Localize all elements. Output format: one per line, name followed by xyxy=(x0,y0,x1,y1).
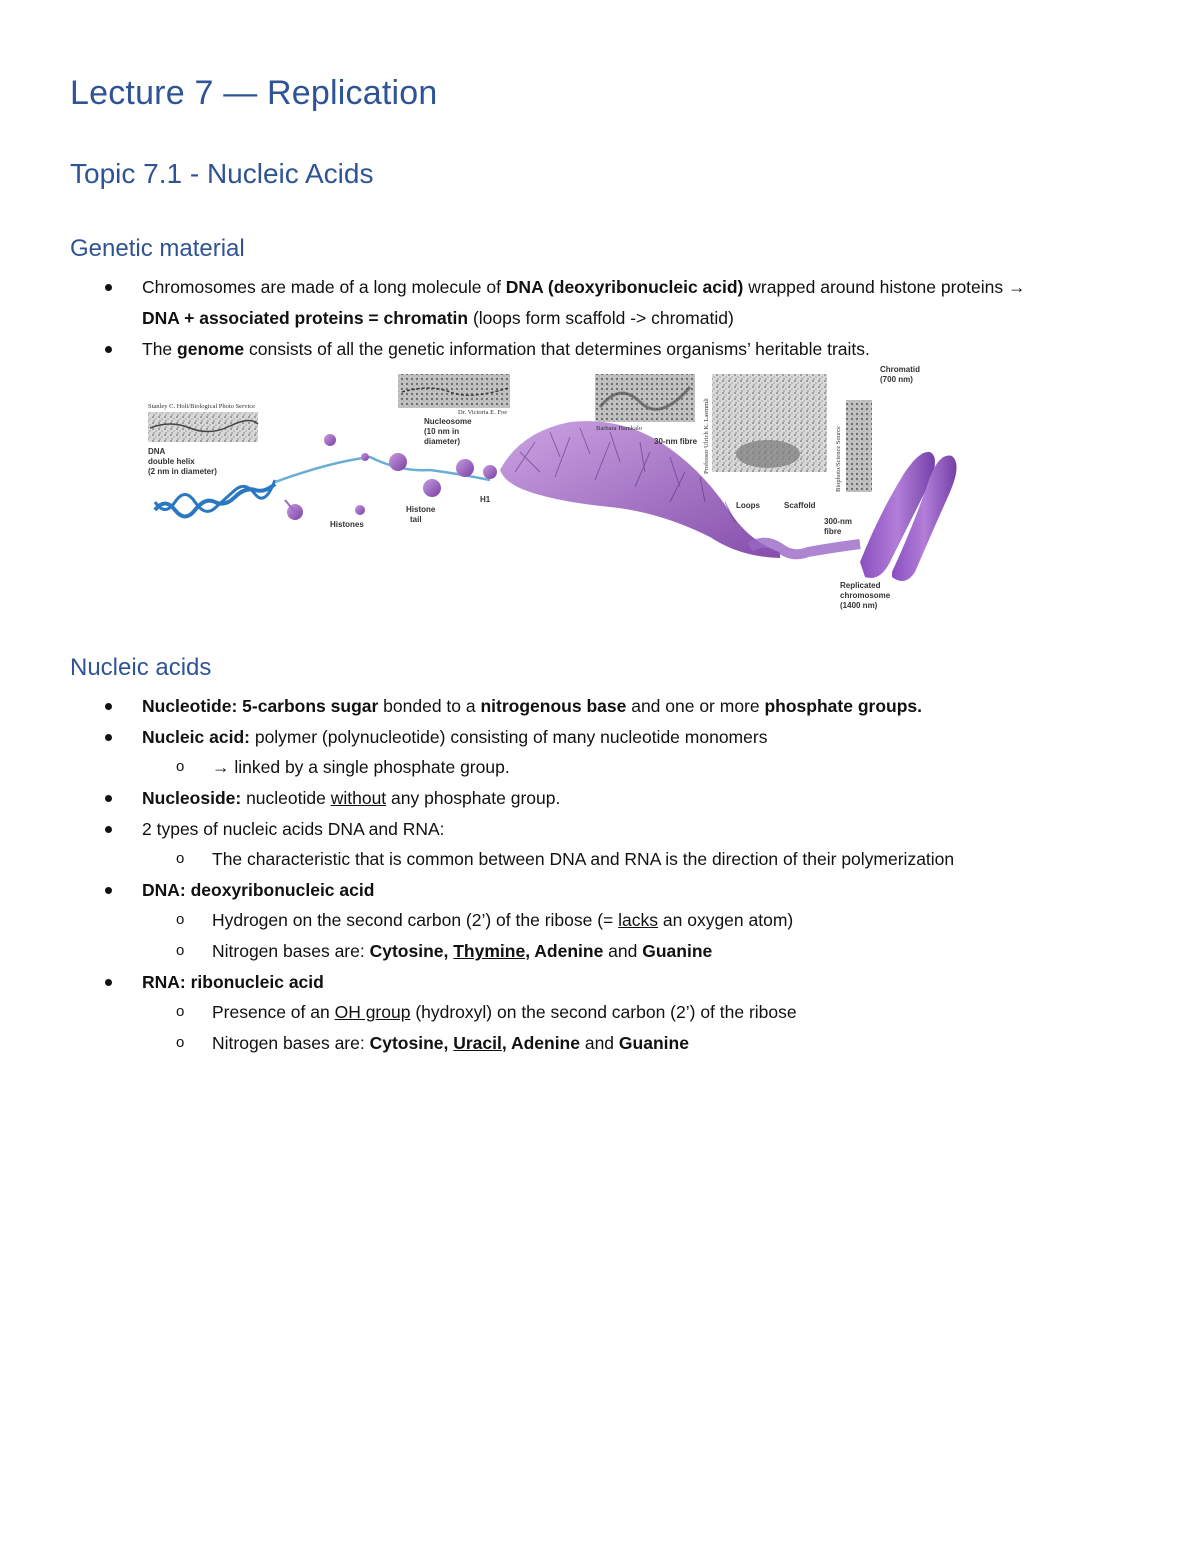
nucleosome-micrograph xyxy=(398,374,510,408)
dna-micrograph xyxy=(148,412,258,442)
section-heading-nucleic-acids: Nucleic acids xyxy=(70,654,212,681)
bullet-point xyxy=(105,734,112,741)
bullet-point xyxy=(105,887,112,894)
svg-text:tail: tail xyxy=(410,515,422,524)
bullet-point xyxy=(105,979,112,986)
topic-heading: Topic 7.1 - Nucleic Acids xyxy=(70,158,374,189)
sub-bullet-dna-bases: Nitrogen bases are: Cytosine, Thymine, Adenine and Guanine xyxy=(212,941,713,961)
label-histone-tail: Histone xyxy=(406,505,436,514)
chromatin-structure-figure xyxy=(140,362,970,617)
bullet-rna: RNA: ribonucleic acid xyxy=(142,972,324,992)
arrow-icon: → xyxy=(212,757,230,777)
sub-bullet-marker: o xyxy=(176,942,185,959)
sub-bullet-marker: o xyxy=(176,1034,185,1051)
sub-bullet-marker: o xyxy=(176,911,185,928)
label-replicated-chromosome: Replicated xyxy=(840,581,881,590)
label-nucleosome: Nucleosome xyxy=(424,417,472,426)
svg-text:(1400 nm): (1400 nm) xyxy=(840,601,878,610)
sub-bullet-marker: o xyxy=(176,850,185,867)
label-30nm-fibre: 30-nm fibre xyxy=(654,437,698,446)
label-loops: Loops xyxy=(736,501,760,510)
sub-bullet-marker: o xyxy=(176,1003,185,1020)
figure-credit-loops: Professor Ulrich K. Laemmli xyxy=(703,398,710,474)
sub-bullet-marker: o xyxy=(176,758,185,775)
bullet-genome: The genome consists of all the genetic information that determines organisms’ heritable traits. xyxy=(142,339,870,359)
bullet-dna: DNA: deoxyribonucleic acid xyxy=(142,880,375,900)
bullet-nucleotide: Nucleotide: 5-carbons sugar bonded to a nitrogenous base and one or more phosphate groups. xyxy=(142,696,922,716)
figure-credit-left: Stanley C. Holt/Biological Photo Service xyxy=(148,403,256,410)
svg-text:(10 nm in: (10 nm in xyxy=(424,427,460,436)
bullet-chromosomes-line2: DNA + associated proteins = chromatin (loops form scaffold -> chromatid) xyxy=(142,308,734,328)
bullet-chromosomes-line1: Chromosomes are made of a long molecule of DNA (deoxyribonucleic acid) wrapped around histone proteins → xyxy=(142,277,1026,297)
bullet-two-types: 2 types of nucleic acids DNA and RNA: xyxy=(142,819,445,839)
label-300nm: 300-nm xyxy=(824,517,853,526)
label-chromatid: Chromatid xyxy=(880,365,920,374)
sub-bullet-dna-hydrogen: Hydrogen on the second carbon (2’) of the ribose (= lacks an oxygen atom) xyxy=(212,910,794,930)
bullet-point xyxy=(105,795,112,802)
label-histones: Histones xyxy=(330,520,364,529)
chromatid-micrograph xyxy=(846,400,872,492)
page-title: Lecture 7 — Replication xyxy=(70,74,438,112)
nucleosome xyxy=(389,453,407,471)
bullet-point xyxy=(105,284,112,291)
label-dna-sub2: (2 nm in diameter) xyxy=(148,467,217,476)
svg-text:chromosome: chromosome xyxy=(840,591,891,600)
sub-bullet-rna-bases: Nitrogen bases are: Cytosine, Uracil, Adenine and Guanine xyxy=(212,1033,689,1053)
label-h1: H1 xyxy=(480,495,491,504)
figure-credit-fibre: Barbara Hamkalo xyxy=(596,425,643,432)
dna-helix-strand xyxy=(155,484,275,517)
bullet-nucleic-acid: Nucleic acid: polymer (polynucleotide) consisting of many nucleotide monomers xyxy=(142,727,768,747)
replicated-chromosome xyxy=(860,452,957,581)
sub-bullet-linked: → linked by a single phosphate group. xyxy=(212,757,510,777)
section-heading-genetic-material: Genetic material xyxy=(70,235,245,262)
figure-credit-nucleosome: Dr. Victoria E. Foe xyxy=(458,409,508,416)
bullet-point xyxy=(105,703,112,710)
sub-bullet-common-characteristic: The characteristic that is common between DNA and RNA is the direction of their polymerization xyxy=(212,849,955,869)
svg-text:fibre: fibre xyxy=(824,527,842,536)
bullet-point xyxy=(105,346,112,353)
svg-text:(700 nm): (700 nm) xyxy=(880,375,913,384)
svg-text:diameter): diameter) xyxy=(424,437,461,446)
bullet-nucleoside: Nucleoside: nucleotide without any phosphate group. xyxy=(142,788,561,808)
label-dna: DNA xyxy=(148,447,166,456)
figure-credit-chromatid: Biophoto/Science Source xyxy=(835,426,842,492)
label-scaffold: Scaffold xyxy=(784,501,816,510)
sub-bullet-rna-oh-group: Presence of an OH group (hydroxyl) on the second carbon (2’) of the ribose xyxy=(212,1002,797,1022)
bullet-point xyxy=(105,826,112,833)
arrow-icon: → xyxy=(1008,277,1026,297)
label-dna-sub1: double helix xyxy=(148,457,195,466)
